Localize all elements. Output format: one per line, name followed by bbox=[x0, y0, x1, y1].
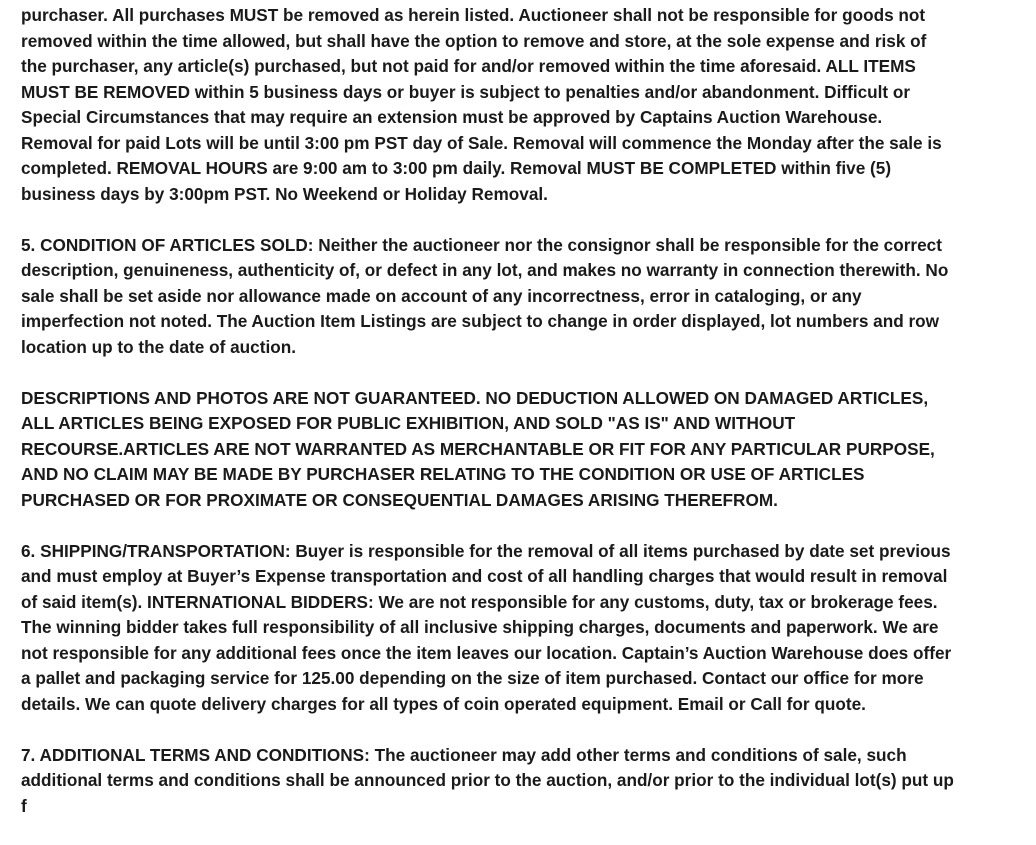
additional-terms-paragraph bbox=[21, 743, 1021, 820]
text-line: description, genuineness, authenticity of, or defect in any lot, and makes no warranty in connection therewith. No bbox=[21, 260, 949, 280]
removal-paragraph bbox=[21, 3, 1021, 207]
text-line: RECOURSE.ARTICLES ARE NOT WARRANTED AS MERCHANTABLE OR FIT FOR ANY PARTICULAR PURPOSE, bbox=[21, 438, 935, 459]
text-line: details. We can quote delivery charges for all types of coin operated equipment. Email or Call for quote. bbox=[21, 693, 866, 714]
text-line: The winning bidder takes full responsibility of all inclusive shipping charges, documents and paperwork. We are bbox=[21, 617, 939, 637]
text-line: removed within the time allowed, but shall have the option to remove and store, at the sole expense and risk of bbox=[21, 30, 927, 51]
text-line: 6. SHIPPING/TRANSPORTATION: Buyer is responsible for the removal of all items purchased by date set previous bbox=[21, 540, 951, 561]
text-line: of said item(s). INTERNATIONAL BIDDERS: We are not responsible for any customs, duty, tax or brokerage fees. bbox=[21, 591, 938, 612]
text-line: completed. REMOVAL HOURS are 9:00 am to 3:00 pm daily. Removal MUST BE COMPLETED within five (5) bbox=[21, 158, 892, 178]
text-line: and must employ at Buyer’s Expense transportation and cost of all handling charges that would result in removal bbox=[21, 566, 948, 586]
text-line: additional terms and conditions shall be announced prior to the auction, and/or prior to the individual lot(s) put up bbox=[21, 770, 954, 790]
text-line: PURCHASED OR FOR PROXIMATE OR CONSEQUENTIAL DAMAGES ARISING THEREFROM. bbox=[21, 489, 778, 510]
text-line: location up to the date of auction. bbox=[21, 336, 296, 357]
text-line: purchaser. All purchases MUST be removed as herein listed. Auctioneer shall not be responsible for goods not bbox=[21, 5, 926, 25]
text-line: sale shall be set aside nor allowance made on account of any incorrectness, error in cataloging, or any bbox=[21, 285, 862, 306]
text-line: the purchaser, any article(s) purchased, but not paid for and/or removed within the time aforesaid. ALL ITEMS bbox=[21, 56, 916, 76]
text-line: 7. ADDITIONAL TERMS AND CONDITIONS: The auctioneer may add other terms and conditions of sale, such bbox=[21, 744, 907, 765]
text-line: ALL ARTICLES BEING EXPOSED FOR PUBLIC EXHIBITION, AND SOLD "AS IS" AND WITHOUT bbox=[21, 413, 796, 433]
text-line: business days by 3:00pm PST. No Weekend or Holiday Removal. bbox=[21, 183, 548, 204]
text-line: AND NO CLAIM MAY BE MADE BY PURCHASER RELATING TO THE CONDITION OR USE OF ARTICLES bbox=[21, 464, 865, 484]
disclaimer-paragraph bbox=[21, 386, 1021, 514]
condition-of-articles-paragraph bbox=[21, 233, 1021, 361]
text-line: not responsible for any additional fees once the item leaves our location. Captain’s Auction Warehouse does offer bbox=[21, 642, 952, 663]
text-line: f bbox=[21, 795, 27, 816]
text-line: imperfection not noted. The Auction Item Listings are subject to change in order displayed, lot numbers and row bbox=[21, 311, 940, 331]
text-line: 5. CONDITION OF ARTICLES SOLD: Neither the auctioneer nor the consignor shall be responsible for the correct bbox=[21, 234, 942, 255]
text-line: Removal for paid Lots will be until 3:00 pm PST day of Sale. Removal will commence the Monday after the sale is bbox=[21, 132, 942, 153]
text-line: MUST BE REMOVED within 5 business days or buyer is subject to penalties and/or abandonment. Difficult or bbox=[21, 81, 911, 102]
text-line: Special Circumstances that may require an extension must be approved by Captains Auction Warehouse. bbox=[21, 107, 883, 127]
text-line: DESCRIPTIONS AND PHOTOS ARE NOT GUARANTEED. NO DEDUCTION ALLOWED ON DAMAGED ARTICLES, bbox=[21, 387, 929, 408]
text-line: a pallet and packaging service for 125.00 depending on the size of item purchased. Contact our office for more bbox=[21, 668, 924, 688]
shipping-transportation-paragraph bbox=[21, 539, 1021, 718]
terms-document bbox=[21, 3, 1021, 845]
